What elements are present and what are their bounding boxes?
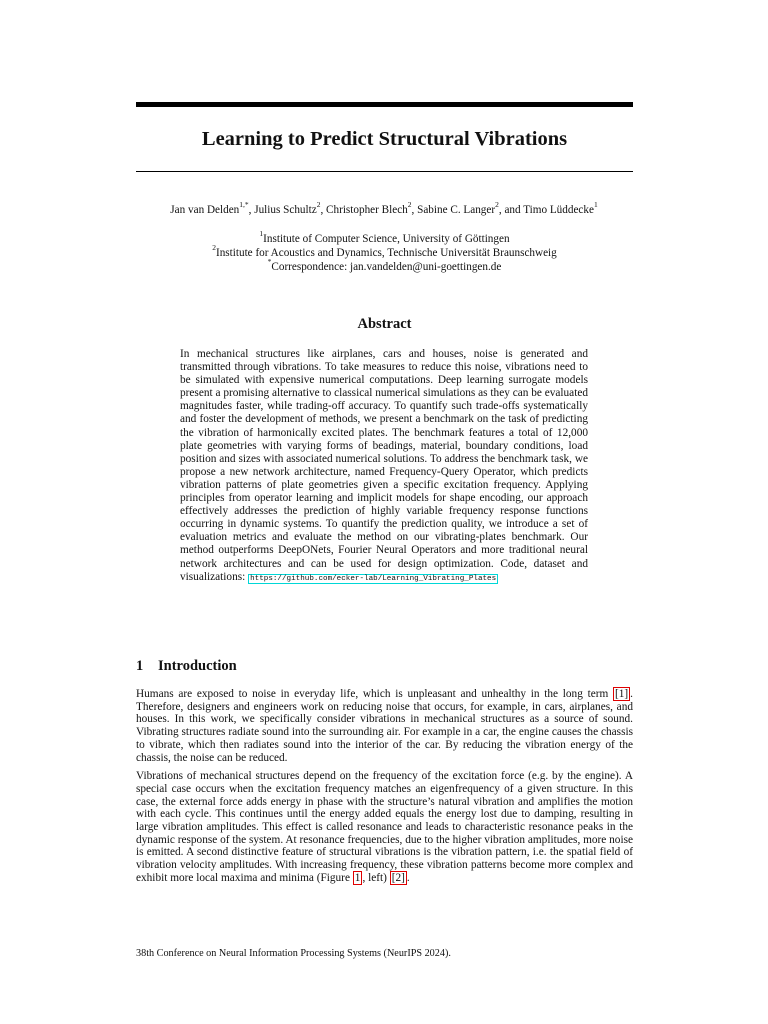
code-link[interactable]: https://github.com/ecker-lab/Learning_Vibrating_Plates	[250, 574, 497, 583]
author-affil-mark: 1	[593, 200, 598, 210]
section-title: Introduction	[158, 658, 237, 674]
author-separator: ,	[248, 204, 255, 216]
author-name: Julius Schultz	[254, 204, 317, 216]
author-separator: , and	[498, 204, 524, 216]
author-name: Jan van Delden	[170, 204, 240, 216]
affiliation-mark: 1	[259, 229, 264, 239]
abstract-text: In mechanical structures like airplanes, cars and houses, noise is generated and transmitted through vibrations. To take measures to reduce this noise, vibrations need to be simulated with expensive numerical computations. Deep learning surrogate models present a promising alternative to classical numerical simulations as they can be evaluated magnitudes faster, while trading-off accuracy. To quantify such trade-offs systematically and foster the development of methods, we present a benchmark on the task of predicting the vibration of harmonically excited plates. The benchmark features a total of 12,000 plate geometries with varying forms of beadings, material, boundary conditions, load position and sizes with associated numerical solutions. To address the benchmark task, we propose a new network architecture, named Frequency-Query Operator, which predicts vibration patterns of plate geometries given a specific excitation frequency. Applying principles from operator learning and implicit models for shape encoding, our approach effectively addresses the prediction of highly variable frequency response functions occurring in dynamic systems. To quantify the prediction quality, we introduce a set of evaluation metrics and evaluate the method on our vibrating-plates benchmark. Our method outperforms DeepONets, Fourier Neural Operators and more traditional neural network architectures and can be used for design optimization. Code, dataset and visualizations:	[180, 348, 588, 583]
correspondence-text: Correspondence: jan.vandelden@uni-goettingen.de	[271, 261, 502, 273]
affiliation-mark: *	[267, 257, 272, 267]
author-affil-mark: 1,*	[239, 200, 249, 210]
paper-title: Learning to Predict Structural Vibrations	[201, 128, 568, 150]
author-affil-mark: 2	[407, 200, 412, 210]
abstract-heading: Abstract	[357, 316, 412, 332]
conference-footnote: 38th Conference on Neural Information Processing Systems (NeurIPS 2024).	[136, 948, 451, 959]
figure-link[interactable]: 1	[354, 871, 361, 884]
title-top-rule	[136, 102, 633, 107]
section-number: 1	[136, 658, 144, 674]
author-affil-mark: 2	[495, 200, 499, 210]
introduction-body	[136, 688, 633, 891]
correspondence-line	[136, 257, 633, 274]
paragraph-text: , left)	[362, 871, 390, 884]
section-heading	[136, 657, 633, 675]
affiliation-text: Institute of Computer Science, University of Göttingen	[263, 233, 510, 245]
affiliation-list	[136, 229, 633, 274]
affiliation-mark: 2	[212, 243, 216, 253]
author-name: Christopher Blech	[326, 204, 408, 216]
paragraph	[136, 688, 633, 764]
paragraph-text: Vibrations of mechanical structures depend on the frequency of the excitation force (e.g. by the engine). A special case occurs when the excitation frequency matches an eigenfrequency of a given structure. In this case, the external force adds energy in phase with the structure’s natural vibration and amplifies the motion with each cycle. This continues until the energy added equals the energy lost due to damping, resulting in large vibration amplitudes. This effect is called resonance and leads to characteristic resonance peaks in the dynamic response of the system. At resonance frequencies, due to the higher vibration amplitudes, more noise is emitted. A second distinctive feature of structural vibrations is the vibration pattern, i.e. the spatial field of vibration velocity amplitudes. With increasing frequency, these vibration patterns become more complex and exhibit more local maxima and minima (Figure	[136, 770, 633, 884]
author-affil-mark: 2	[316, 200, 321, 210]
title-bottom-rule	[136, 171, 633, 172]
citation-link[interactable]: [2]	[391, 871, 405, 884]
affiliation-text: Institute for Acoustics and Dynamics, Technische Universität Braunschweig	[215, 247, 557, 259]
paragraph-text: .	[406, 871, 410, 884]
author-name: Timo Lüddecke	[523, 204, 594, 216]
abstract-body	[180, 348, 588, 586]
author-list	[110, 200, 658, 218]
affiliation-line	[136, 229, 633, 246]
affiliation-line	[136, 243, 633, 260]
paragraph-text: Humans are exposed to noise in everyday life, which is unpleasant and unhealthy in the long term	[136, 688, 609, 700]
paragraph-text: . Therefore, designers and engineers work on reducing noise that occurs, for example, in cars, airplanes, and houses. In this work, we specifically consider vibrations in mechanical structures as a source of sound. Vibrating structures radiate sound into the surrounding air. For example in a car, the engine causes the chassis to vibrate, which then radiates sound into the interior of the car. By reducing the vibration energy of the chassis, the noise can be reduced.	[136, 688, 633, 764]
author-separator: ,	[320, 204, 327, 216]
author-name: Sabine C. Langer	[417, 204, 496, 216]
paragraph	[136, 770, 633, 884]
author-separator: ,	[411, 204, 418, 216]
citation-link[interactable]: [1]	[614, 688, 629, 700]
